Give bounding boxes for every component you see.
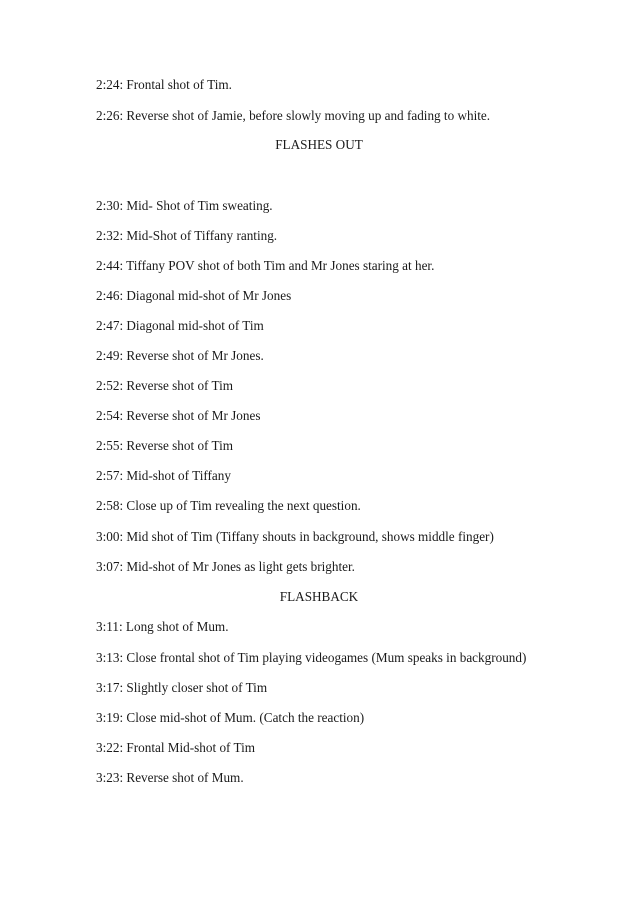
shot-line: 2:55: Reverse shot of Tim [96, 438, 234, 453]
shot-line: 3:17: Slightly closer shot of Tim [96, 680, 268, 695]
shot-line: 2:58: Close up of Tim revealing the next question. [96, 498, 361, 513]
shot-line: 2:47: Diagonal mid-shot of Tim [96, 318, 264, 333]
shot-line: 3:19: Close mid-shot of Mum. (Catch the reaction) [96, 710, 365, 725]
shot-line: 3:00: Mid shot of Tim (Tiffany shouts in background, shows middle finger) [96, 529, 494, 544]
shot-line: 2:54: Reverse shot of Mr Jones [96, 408, 261, 423]
shot-line: 3:23: Reverse shot of Mum. [96, 770, 244, 785]
shot-line: 3:07: Mid-shot of Mr Jones as light gets brighter. [96, 559, 355, 574]
shot-line: 2:26: Reverse shot of Jamie, before slowly moving up and fading to white. [96, 108, 491, 123]
section-heading: FLASHBACK [279, 589, 359, 604]
shot-line: 2:44: Tiffany POV shot of both Tim and Mr Jones staring at her. [96, 258, 435, 273]
shot-line: 2:32: Mid-Shot of Tiffany ranting. [96, 228, 278, 243]
shot-line: 3:13: Close frontal shot of Tim playing videogames (Mum speaks in background) [96, 650, 527, 665]
section-heading: FLASHES OUT [275, 137, 363, 152]
shot-line: 2:46: Diagonal mid-shot of Mr Jones [96, 288, 292, 303]
shot-line: 3:22: Frontal Mid-shot of Tim [96, 740, 256, 755]
shot-line: 2:57: Mid-shot of Tiffany [96, 468, 231, 483]
shot-line: 2:24: Frontal shot of Tim. [96, 77, 232, 92]
shot-line: 2:52: Reverse shot of Tim [96, 378, 234, 393]
shot-line: 3:11: Long shot of Mum. [96, 619, 229, 634]
shot-line: 2:49: Reverse shot of Mr Jones. [96, 348, 264, 363]
shot-line: 2:30: Mid- Shot of Tim sweating. [96, 198, 273, 213]
